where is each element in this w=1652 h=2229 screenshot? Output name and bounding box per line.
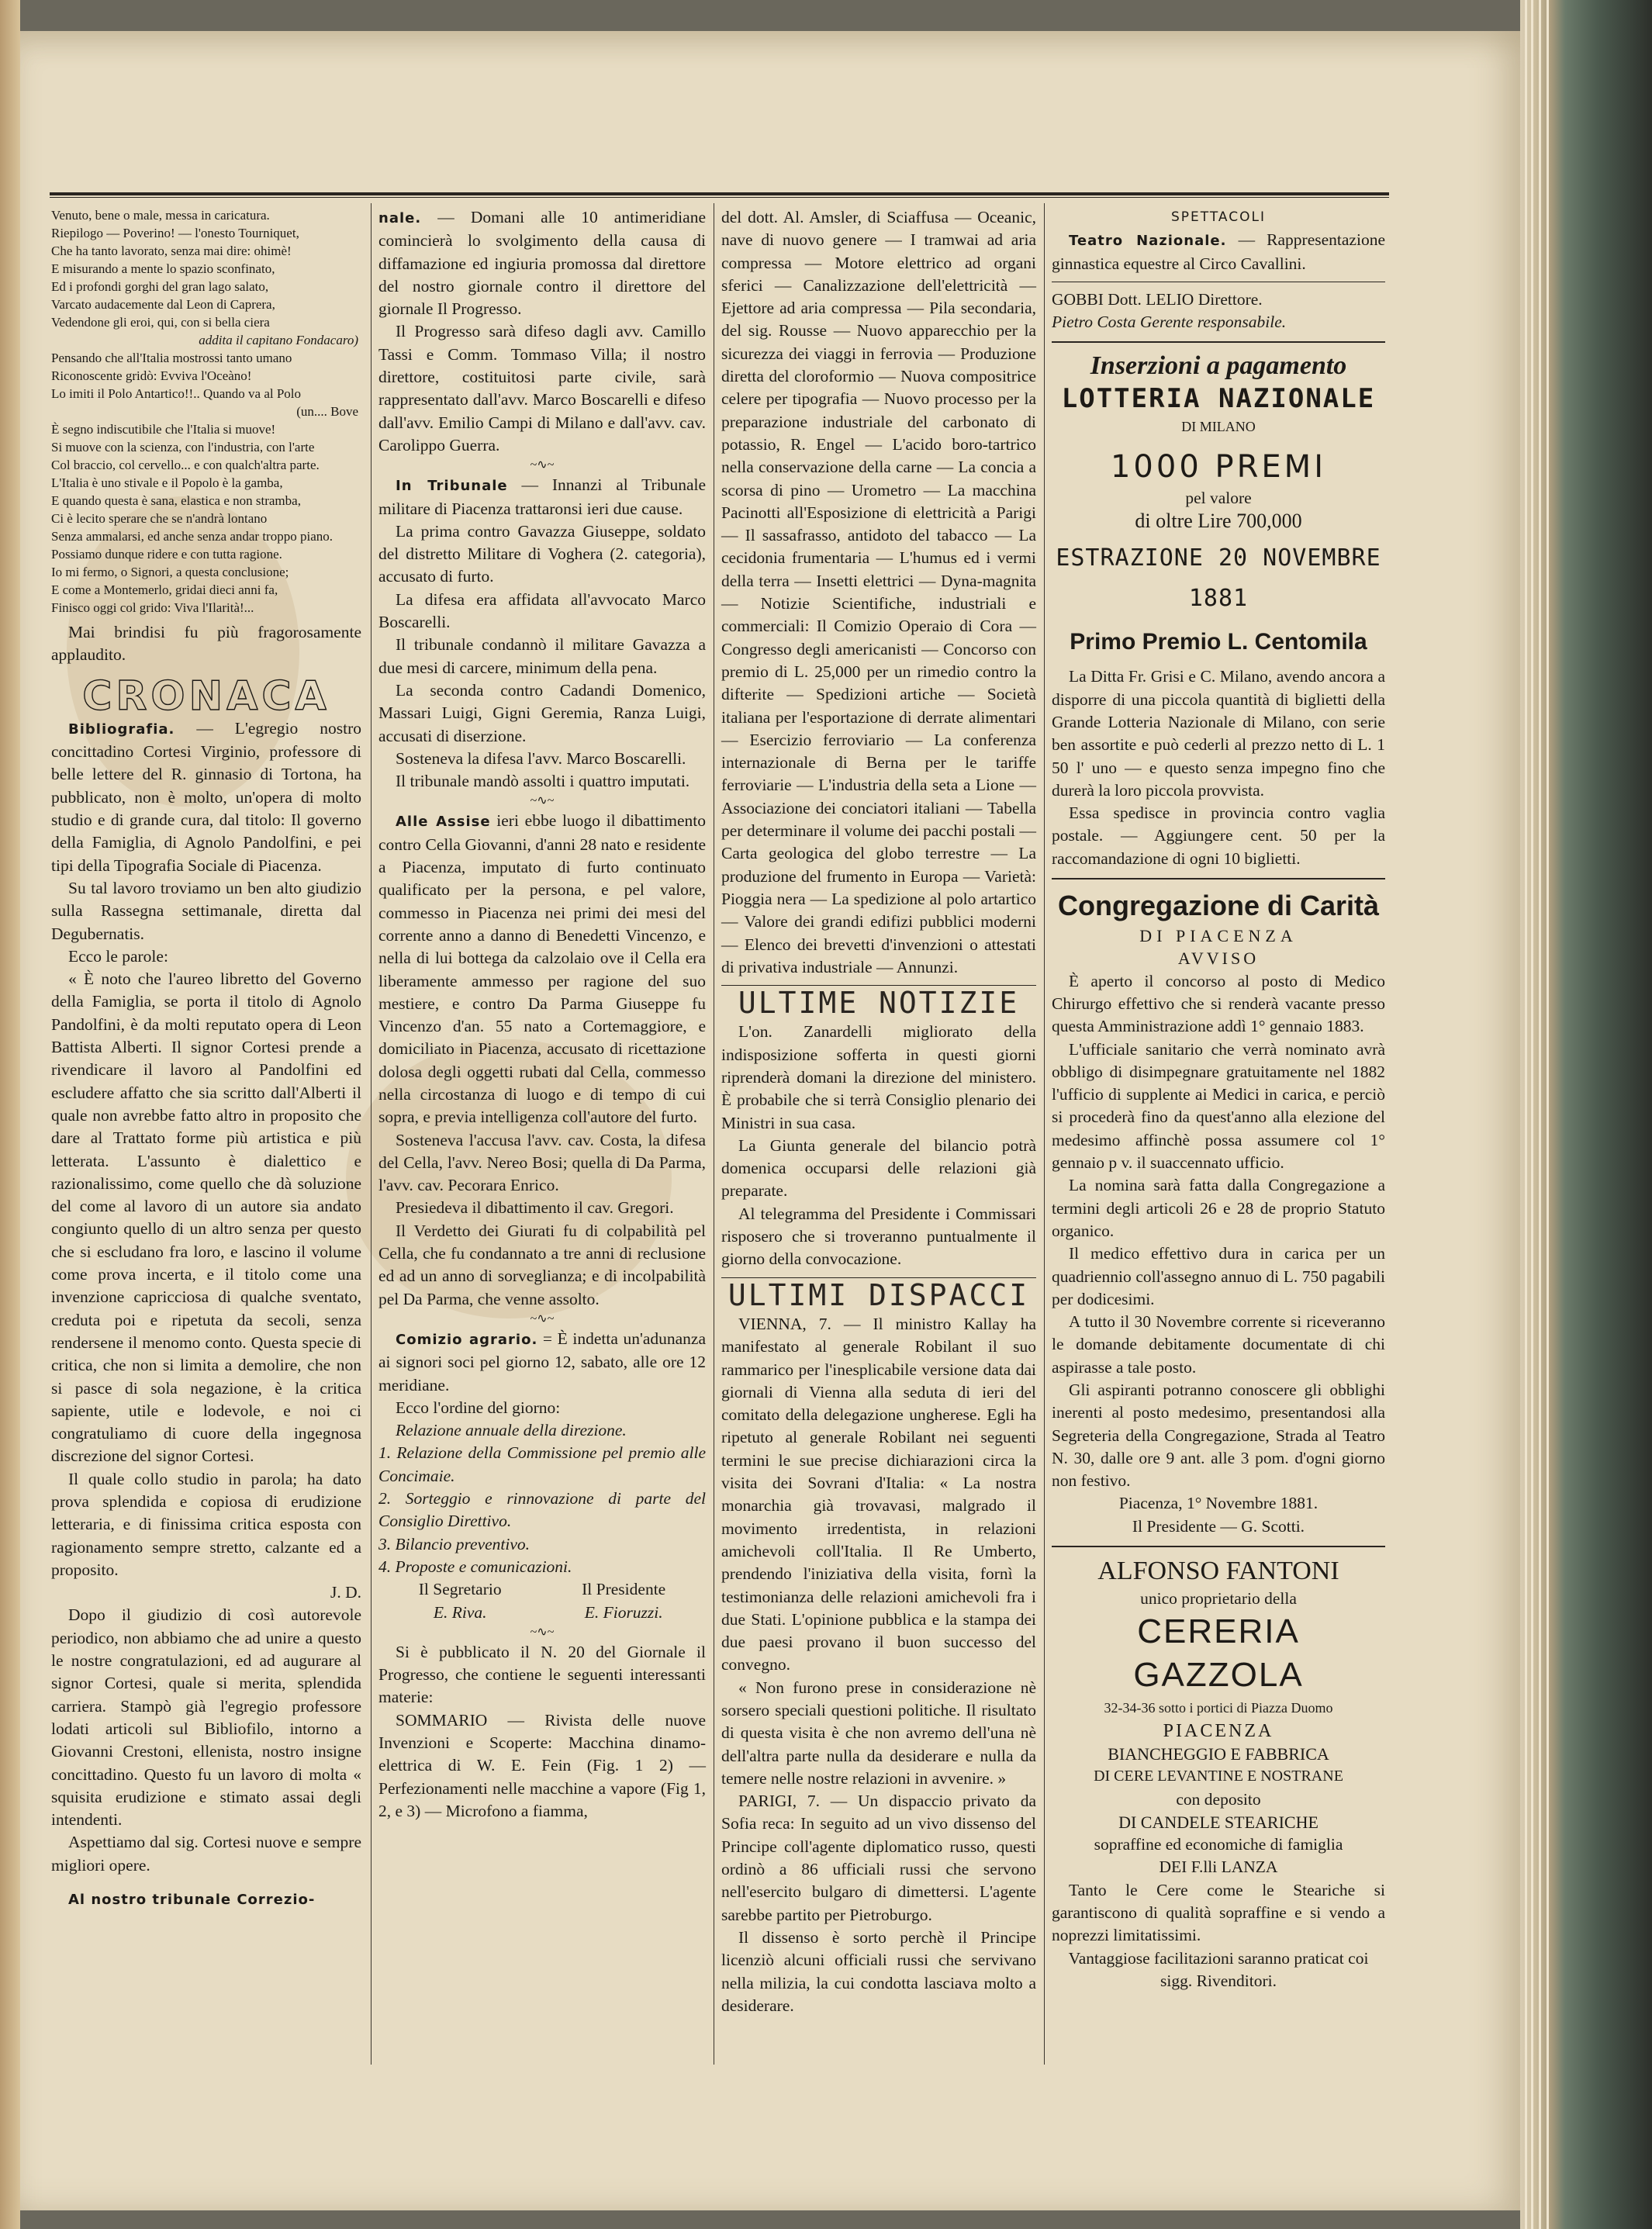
rule bbox=[1052, 878, 1385, 880]
poem-line: Ci è lecito sperare che se n'andrà lontano bbox=[51, 511, 268, 526]
lanza: DEI F.lli LANZA bbox=[1159, 1858, 1278, 1877]
paragraph: Presiedeva il dibattimento il cav. Gregori. bbox=[396, 1198, 674, 1218]
previous-page-edge bbox=[0, 0, 20, 2229]
separator-ornament: ~∿~ bbox=[530, 458, 555, 472]
paragraph: L'on. Zanardelli migliorato della indisposizione sofferta in questi giorni riprenderà domani la direzione del ministero. È probabile che si terrà Consiglio plenario dei Ministri in sua casa. bbox=[721, 1022, 1036, 1132]
piacenza: PIACENZA bbox=[1163, 1720, 1274, 1741]
page-edge bbox=[1547, 0, 1549, 2229]
section-heading-cronaca: CRONACA bbox=[82, 672, 330, 720]
rule bbox=[1052, 1546, 1385, 1547]
manager: Pietro Costa Gerente responsabile. bbox=[1052, 313, 1287, 332]
paragraph: — Rappresentazione ginnastica equestre al Circo Cavallini. bbox=[1052, 230, 1385, 273]
di-milano: DI MILANO bbox=[1181, 419, 1256, 435]
poem-line: E misurando a mente lo spazio sconfinato, bbox=[51, 261, 275, 276]
top-rule bbox=[50, 192, 1389, 195]
bibliografia-text: — L'egregio nostro concittadino Cortesi Virginio, professore di belle lettere del R. ginnasio di Tortona, ha pubblicato, non è molto, un'opera di molto studio e di grande cura, dal titolo: Il governo della Famiglia, di Agnolo Pandolfini, e pei tipi della Tipografia Sociale di Piacenza. bbox=[51, 718, 361, 875]
secretary-label: Il Segretario bbox=[418, 1580, 502, 1599]
di-piacenza: DI PIACENZA bbox=[1139, 926, 1298, 946]
summary-continued: del dott. Al. Amsler, di Sciaffusa — Oceanic, nave di nuovo genere — I tramwai ad aria compressa — Motore elettrico ad organi sferici — Canalizzazione dell'elettricità — Ejettore ad aria compressa — Pila secondaria, del sig. Rousse — Nuovo apparecchio per la sicurezza dei viaggi in ferrovia — Produzione diretta del cloroformio — Nuova compositrice celere per tipografia — Nuovo processo per la preparazione industriale del carbonato di potassio, R. Engel — L'acido boro-tartrico nella conservazione della carne — La concia a scorsa di pino — Urometro — La macchina Pacinotti all'Esposizione di elettricità a Parigi — Il sassafrasso, antidoto del tabacco — La cecidonia frumentaria — L'humus ed i vermi della terra — Insetti elettrici — Dyna-magnita — Notizie Scientifiche, industriali e commerciali: Il Comizio Operaio di Cora — Congresso degli americanisti — Concorso con premio di L. 25,000 per un rimedio contro la difterite — Spedizioni artiche — Società italiana per l'esportazione di derrate alimentari — Esercizio ferroviario — La conferenza internazionale di Berna per le tariffe ferroviarie — L'industria della seta a Lione — Associazione dei conciatori italiani — Tabella per determinare il volume dei pacchi postali — Carta geologica del globo terrestre — La produzione del frumento in Europa — Varietà: Pioggia nera — La spedizione al polo artartico — Valore dei grandi edifizi pubblici moderni — Elenco dei brevetti d'invenzioni o attestati di privativa industriale — Annunzi. bbox=[721, 208, 1036, 976]
page-edge bbox=[1531, 0, 1533, 2229]
paragraph: Il quale collo studio in parola; ha dato prova splendida e copiosa di erudizione letteraria, e di finissima critica esposta con ragionamento sempre stretto, calzante ed a proposito. bbox=[51, 1469, 361, 1579]
book-spine bbox=[1520, 0, 1652, 2229]
paragraph: Gli aspiranti potranno conoscere gli obblighi inerenti al posto medesimo, presentandosi alla Segreteria della Congregazione, Strada al Teatro N. 30, dalle ore 9 ant. alle 3 pom. d'ogni giorno non festivo. bbox=[1052, 1380, 1385, 1491]
spettacoli-title: SPETTACOLI bbox=[1171, 209, 1266, 225]
poem-line: Riconoscente gridò: Evviva l'Oceàno! bbox=[51, 368, 252, 383]
poem-line: Io mi fermo, o Signori, a questa conclusione; bbox=[51, 565, 289, 579]
sopraffine: sopraffine ed economiche di famiglia bbox=[1094, 1835, 1343, 1854]
avviso: AVVISO bbox=[1177, 949, 1260, 969]
last-line-lead: Al nostro tribunale Correzio- bbox=[68, 1892, 316, 1909]
lead: Alle Assise bbox=[396, 814, 491, 831]
column-1 bbox=[51, 206, 361, 1911]
column-rule bbox=[371, 203, 372, 2065]
paragraph: Il Verdetto dei Giurati fu di colpabilità pel Cella, che fu condannato a tre anni di reclusione ed ad un anno di sorveglianza; e di incolpabilità pel Da Parma, che venne assolto. bbox=[378, 1221, 706, 1308]
paragraph: SOMMARIO — Rivista delle nuove Invenzioni e Scoperte: Macchina dinamo-elettrica di W. E. Fein (Fig. 1 2) — Perfezionamenti nelle macchine a vapore (Fig 1, 2, e 3) — Microfono a fiamma, bbox=[378, 1710, 706, 1820]
president-name: E. Fioruzzi. bbox=[584, 1602, 663, 1622]
lead: Teatro Nazionale. bbox=[1069, 233, 1227, 250]
paragraph: Il tribunale condannò il militare Gavazza a due mesi di carcere, minimum della pena. bbox=[378, 635, 706, 677]
signature: J. D. bbox=[330, 1583, 361, 1602]
paragraph: Il Progresso sarà difeso dagli avv. Camillo Tassi e Comm. Tommaso Villa; il nostro direttore, costituitosi parte civile, sarà rappresentato dall'avv. Marco Boscarelli e difeso dall'avv. Emilio Campi di Milano e dall'avv. cav. Carolippo Guerra. bbox=[378, 322, 706, 454]
bibliografia-lead: Bibliografia. bbox=[68, 721, 175, 738]
paragraph: Su tal lavoro troviamo un ben alto giudizio sulla Rassegna settimanale, diretta dal Degubernatis. bbox=[51, 878, 361, 943]
paragraph: Il medico effettivo dura in carica per un quadriennio coll'assegno annuo di L. 750 pagabili per dodicesimi. bbox=[1052, 1244, 1385, 1308]
paragraph: La Giunta generale del bilancio potrà domenica occuparsi delle relazioni già preparate. bbox=[721, 1135, 1036, 1201]
paragraph: A tutto il 30 Novembre corrente si riceveranno le domande debitamente documentate di chi aspirasse a tale posto. bbox=[1052, 1312, 1385, 1377]
agenda-item: 2. Sorteggio e rinnovazione di parte del Consiglio Direttivo. bbox=[378, 1489, 706, 1531]
poem-line: Senza ammalarsi, ed anche senza andar troppo piano. bbox=[51, 529, 333, 544]
director: GOBBI Dott. LELIO Direttore. bbox=[1052, 289, 1263, 309]
column-2 bbox=[378, 206, 706, 1823]
paragraph: Dopo il giudizio di così autorevole periodico, non abbiamo che ad unire a questo le nostre congratulazioni, ed ad augurare al signor Cortesi, quale si merita, splendida carriera. Stampò già l'egregio professore lodati articoli sul Bibliofilo, intorno a Giovanni Crestoni, ellenista, nostro insigne concittadino. Questo fu un lavoro di molta « squisita erudizione e stimato assai degli intendenti. bbox=[51, 1605, 361, 1830]
paragraph: La prima contro Gavazza Giuseppe, soldato del distretto Militare di Voghera (2. categoria), accusato di furto. bbox=[378, 521, 706, 586]
lead: In Tribunale bbox=[396, 478, 508, 495]
paragraph: La Ditta Fr. Grisi e C. Milano, avendo ancora a disporre di una piccola quantità di biglietti della Grande Lotteria Nazionale di Milano, con serie ben assortite e può cederli al prezzo netto di L. 1 50 l' uno — e questo senza impegno fino che durerà la loro piccola provvista. bbox=[1052, 667, 1385, 800]
poem-line: Si muove con la scienza, con l'industria, con l'arte bbox=[51, 440, 315, 454]
inserzioni-heading: Inserzioni a pagamento bbox=[1090, 351, 1347, 381]
paragraph: Sosteneva la difesa l'avv. Marco Boscarelli. bbox=[396, 748, 686, 768]
poem-line: Vedendone gli eroi, qui, con si bella ciera bbox=[51, 315, 270, 330]
pel-valore: pel valore bbox=[1185, 488, 1252, 507]
poem-tail: (un.... Bove bbox=[296, 404, 358, 419]
agenda-item: 3. Bilancio preventivo. bbox=[378, 1534, 531, 1553]
paragraph: Aspettiamo dal sig. Cortesi nuove e sempre migliori opere. bbox=[51, 1833, 361, 1875]
paragraph: Al telegramma del Presidente i Commissari risposero che si troveranno puntualmente il giorno della convocazione. bbox=[721, 1204, 1036, 1269]
brindisi: Mai brindisi fu più fragorosamente applaudito. bbox=[51, 623, 361, 665]
page-edge bbox=[1525, 0, 1527, 2229]
paragraph: « Non furono prese in considerazione nè sorsero speciali questioni politiche. Il risultato di questa visita è che non avremo dell'una nè dell'altra parte nulla da desiderare e nulla da temere nelle nostre relazioni in avvenire. » bbox=[721, 1678, 1036, 1788]
poem-line: L'Italia è uno stivale e il Popolo è la gamba, bbox=[51, 475, 283, 490]
quote: « È noto che l'aureo libretto del Governo della Famiglia, se porta il titolo di Agnolo Pandolfini, è da molti reputato opera di Leon Battista Alberti. Il signor Cortesi prende a rivendicare il lavoro al Pandolfini ed escludere affatto che sia scritto dall'Alberti il quale non avrebbe fatto altro in proposito che dare al Trattato forme più artistica e più letterata. L'assunto è dialettico e razionalissimo, come quello che dà soluzione del come al lavoro di un autore sia andato congiunto quello di un altro senza per questo che si escludano fra loro, e lascino il volume come prova incerta, e il titolo come una invenzione capricciosa di qualche sventato, creduta poi e ripetuta da secoli, senza rendersene il menomo conto. Questa specie di critica, che non si limita a demolire, che non si pasce di sola negazione, è la critica sapiente, utile e lodevole, e noi ci congratuliamo di cuore della ingegnosa discrezione del signor Cortesi. bbox=[51, 969, 361, 1466]
heading-ultime-notizie: ULTIME NOTIZIE bbox=[738, 986, 1020, 1021]
president-label: Il Presidente bbox=[582, 1580, 666, 1599]
primo-premio: Primo Premio L. Centomila bbox=[1070, 629, 1367, 655]
top-rule-thin bbox=[50, 197, 1389, 198]
date: Piacenza, 1° Novembre 1881. bbox=[1118, 1494, 1318, 1513]
separator-ornament: ~∿~ bbox=[530, 1311, 555, 1325]
premi-title: 1000 PREMI bbox=[1110, 448, 1326, 485]
paragraph: Ecco le parole: bbox=[68, 946, 168, 966]
paragraph: Vantaggiose facilitazioni saranno praticat coi sigg. Rivenditori. bbox=[1068, 1948, 1369, 1990]
poem-line: Pensando che all'Italia mostrossi tanto umano bbox=[51, 351, 292, 365]
deposito: con deposito bbox=[1176, 1789, 1261, 1809]
agenda-item: Relazione annuale della direzione. bbox=[396, 1421, 627, 1440]
column-3 bbox=[721, 206, 1036, 2017]
bianch: BIANCHEGGIO E FABBRICA bbox=[1108, 1743, 1329, 1764]
poem-line: Finisco oggi col grido: Viva l'Ilarità!... bbox=[51, 600, 254, 615]
paragraph: Sosteneva l'accusa l'avv. cav. Costa, la difesa del Cella, l'avv. Nereo Bosi; quella di Da Parma, l'avv. cav. Pecorara Enrico. bbox=[378, 1130, 706, 1195]
paragraph: La difesa era affidata all'avvocato Marco Boscarelli. bbox=[378, 589, 706, 632]
paragraph: — Domani alle 10 antimeridiane comincierà lo svolgimento della causa di diffamazione ed ingiuria promossa dal direttore del nostro giornale contro il direttore del giornale Il Progresso. bbox=[378, 208, 706, 319]
paragraph: L'ufficiale sanitario che verrà nominato avrà obbligo di disimpegnare gratuitamente nel 1882 l'ufficio di supplente ai Medici in carica, e perciò si procederà fino da quest'anno alla elezione del medesimo affinchè possa assumere col 1° gennaio p v. il suaccennato ufficio. bbox=[1052, 1039, 1385, 1173]
poem-line: Che ha tanto lavorato, senza mai dire: ohimè! bbox=[51, 244, 292, 258]
lotteria-title: LOTTERIA NAZIONALE bbox=[1061, 383, 1376, 415]
poem-line: Ed i profondi gorghi del gran lago salato, bbox=[51, 279, 269, 294]
lead: nale. bbox=[378, 210, 422, 226]
congregazione-title: Congregazione di Carità bbox=[1057, 890, 1380, 922]
candele: DI CANDELE STEARICHE bbox=[1118, 1812, 1318, 1832]
poem-line: Lo imiti il Polo Antartico!!.. Quando va al Polo bbox=[51, 386, 302, 401]
secretary-name: E. Riva. bbox=[433, 1602, 487, 1622]
separator-ornament: ~∿~ bbox=[530, 1625, 555, 1639]
poem bbox=[51, 206, 361, 617]
paragraph: VIENNA, 7. — Il ministro Kallay ha manifestato al generale Robilant il suo rammarico per l'inesplicabile versione data dai giornali di Vienna alla seduta di ieri del comitato della delegazione ungherese. Egli ha ripetuto al generale Robilant nei seguenti termini le sue precise dichiarazioni circa la visita dei Sovrani d'Italia: « La nostra monarchia già trovavasi, malgrado il movimento irredentista, in relazioni amichevoli coll'Italia. Il Re Umberto, prendendo l'iniziativa della visita, fornì la testimonianza delle relazioni amichevoli fra i due Stati. L'opinione pubblica e la stampa dei due paesi provano il buon successo del convegno. bbox=[721, 1314, 1036, 1674]
lead: Comizio agrario. bbox=[396, 1331, 538, 1348]
separator-ornament: ~∿~ bbox=[530, 794, 555, 808]
fantoni-title: ALFONSO FANTONI bbox=[1097, 1557, 1339, 1586]
president: Il Presidente — G. Scotti. bbox=[1132, 1516, 1305, 1536]
column-4 bbox=[1052, 206, 1385, 1992]
agenda-item: 4. Proposte e comunicazioni. bbox=[378, 1557, 572, 1576]
page-edge bbox=[1539, 0, 1541, 2229]
paragraph: È aperto il concorso al posto di Medico Chirurgo effettivo che si renderà vacante presso questa Amministrazione addì 1° gennaio 1883. bbox=[1052, 971, 1385, 1036]
estrazione: ESTRAZIONE 20 NOVEMBRE 1881 bbox=[1056, 544, 1381, 613]
poem-line: E come a Montemerlo, gridai dieci anni fa, bbox=[51, 582, 278, 597]
poem-line: Varcato audacemente dal Leon di Caprera, bbox=[51, 297, 275, 312]
heading-ultimi-dispacci: ULTIMI DISPACCI bbox=[728, 1277, 1030, 1312]
paragraph: Tanto le Cere come le Steariche si garantiscono di qualità sopraffine e si vendo a noprezzi limitatissimi. bbox=[1052, 1880, 1385, 1945]
unico: unico proprietario della bbox=[1140, 1589, 1297, 1609]
poem-note: addita il capitano Fondacaro) bbox=[199, 333, 358, 347]
paragraph: — Innanzi al Tribunale militare di Piacenza trattaronsi ieri due cause. bbox=[378, 475, 706, 518]
paragraph: = È indetta un'adunanza ai signori soci pel giorno 12, sabato, alle ore 12 meridiane. bbox=[378, 1329, 706, 1394]
paragraph: La nomina sarà fatta dalla Congregazione a termini degli articoli 26 e 28 de proprio Statuto organico. bbox=[1052, 1176, 1385, 1240]
paragraph: La seconda contro Cadandi Domenico, Massari Luigi, Gigni Geremia, Ranza Luigi, accusati di diserzione. bbox=[378, 680, 706, 745]
paragraph: ieri ebbe luogo il dibattimento contro Cella Giovanni, d'anni 28 nato e residente a Piacenza, imputato di furto continuato qualificato per la persona, e pel valore, commesso in Piacenza nei primi dei mesi del corrente anno a danno di Benedetti Vincenzo, e nella di lui bottega da calzolaio ove il Cella era liberamente ammesso per ragione del suo mestiere, e contro Da Parma Giuseppe fu Vincenzo d'an. 55 nato a Cortemaggiore, e domiciliato in Piacenza, accusato di ricettazione dolosa degli oggetti rubati dal Cella, commesso nella circostanza di luogo e di tempo di cui sopra, e previa intelligenza coll'autore del furto. bbox=[378, 811, 706, 1127]
agenda-item: 1. Relazione della Commissione pel premio alle Concimaie. bbox=[378, 1443, 706, 1485]
rule bbox=[1052, 341, 1385, 343]
paragraph: Il tribunale mandò assolti i quattro imputati. bbox=[396, 772, 690, 791]
poem-line: Venuto, bene o male, messa in caricatura. bbox=[51, 208, 270, 223]
poem-line: E quando questa è sana, elastica e non stramba, bbox=[51, 493, 301, 508]
newspaper-page bbox=[20, 31, 1525, 2210]
signatures bbox=[378, 1578, 706, 1624]
paragraph: PARIGI, 7. — Un dispaccio privato da Sofia reca: In seguito ad un vivo dissenso del Principe coll'agente diplomatico russo, questi ordinò a 86 ufficiali russi che servono nell'esercito bulgaro di dimettersi. L'agente sarebbe partito per Pietroburgo. bbox=[721, 1792, 1036, 1924]
oltre-lire: di oltre Lire 700,000 bbox=[1135, 510, 1302, 533]
poem-line: Possiamo dunque ridere e con tutta ragione. bbox=[51, 547, 282, 562]
cere: DI CERE LEVANTINE E NOSTRANE bbox=[1094, 1768, 1343, 1785]
poem-line: È segno indiscutibile che l'Italia si muove! bbox=[51, 422, 276, 437]
column-rule bbox=[1044, 203, 1045, 2065]
paragraph: Il dissenso è sorto perchè il Principe licenziò alcuni officiali russi che servivano nella milizia, la cui condotta lasciava molto a desiderare. bbox=[721, 1927, 1036, 2015]
poem-line: Riepilogo — Poverino! — l'onesto Tourniquet, bbox=[51, 226, 299, 240]
paragraph: Si è pubblicato il N. 20 del Giornale il Progresso, che contiene le seguenti interessanti materie: bbox=[378, 1642, 706, 1707]
cereria-title: CERERIA GAZZOLA bbox=[1133, 1612, 1304, 1695]
poem-line: Col braccio, col cervello... e con qualch'altra parte. bbox=[51, 458, 320, 472]
paragraph: Essa spedisce in provincia contro vaglia postale. — Aggiungere cent. 50 per la raccomandazione di ogni 10 biglietti. bbox=[1052, 803, 1385, 868]
portici: 32-34-36 sotto i portici di Piazza Duomo bbox=[1104, 1700, 1333, 1716]
paragraph: Ecco l'ordine del giorno: bbox=[396, 1398, 561, 1417]
